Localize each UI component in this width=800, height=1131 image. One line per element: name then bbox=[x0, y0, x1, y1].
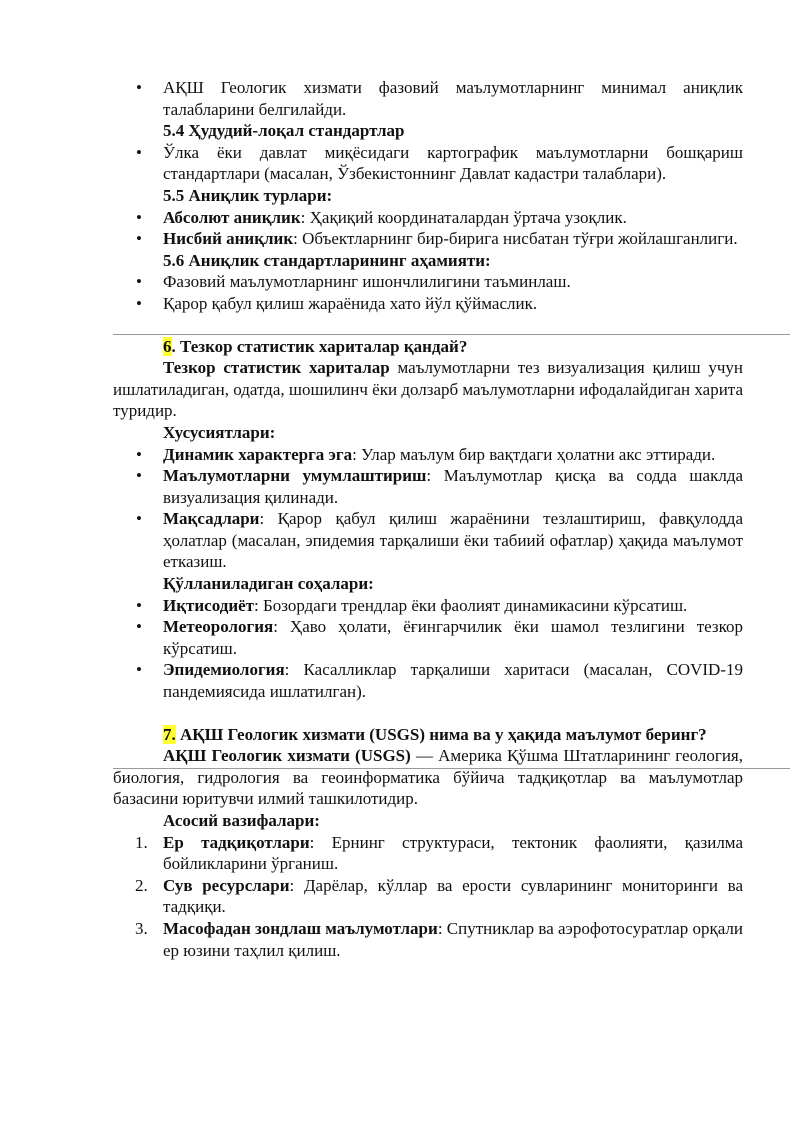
subheading: Қўлланиладиган соҳалари: bbox=[163, 574, 374, 594]
list-item: • Метеорология: Ҳаво ҳолати, ёғингарчилик ёки шамол тезлигини тезкор кўрсатиш. bbox=[113, 616, 743, 659]
numbered-item: 2. Сув ресурслари: Дарёлар, кўллар ва ерости сувларининг мониторинги ва тадқиқи. bbox=[135, 875, 743, 917]
list-item: • Қарор қабул қилиш жараёнида хато йўл қўймаслик. bbox=[113, 293, 743, 315]
list-item: • Абсолют аниқлик: Ҳақиқий координаталардан ўртача узоқлик. bbox=[113, 207, 743, 229]
question-heading: 6. Тезкор статистик хариталар қандай? bbox=[163, 336, 468, 356]
list-item: • Иқтисодиёт: Бозордаги трендлар ёки фаолият динамикасини кўрсатиш. bbox=[113, 595, 743, 617]
subheading: 5.5 Аниқлик турлари: bbox=[163, 185, 333, 205]
numbered-item: 3. Масофадан зондлаш маълумотлари: Спутниклар ва аэрофотосуратлар орқали ер юзини таҳлил қилиш. bbox=[135, 918, 743, 960]
numbered-item: 1. Ер тадқиқотлари: Ернинг структураси, тектоник фаолияти, қазилма бойликларини ўрганиш. bbox=[135, 832, 743, 874]
paragraph: АҚШ Геологик хизмати (USGS) — Америка Қўшма Штатларининг геология, биология, гидрология ва геоинформатика бўйича тадқиқотлар ва маълумотлар базасини юритувчи илмий ташкилотидир. bbox=[113, 746, 743, 809]
list-item: • Маълумотларни умумлаштириш: Маълумотлар қисқа ва содда шаклда визуализация қилинади. bbox=[113, 465, 743, 508]
subheading: Асосий вазифалари: bbox=[163, 811, 320, 830]
list-item: • Ўлка ёки давлат миқёсидаги картографик маълумотларни бошқариш стандартлари (масалан, Ўзбекистоннинг Давлат кадастри талаблари). bbox=[113, 142, 743, 185]
list-item: • Фазовий маълумотларнинг ишончлилигини таъминлаш. bbox=[113, 271, 743, 293]
subheading: 5.6 Аниқлик стандартларининг аҳамияти: bbox=[163, 250, 491, 270]
paragraph: Тезкор статистик хариталар маълумотларни тез визуализация қилиш учун ишлатиладиган, одатда, шошилинч ёки долзарб маълумотларни ифодалайдиган харита туридир. bbox=[113, 358, 743, 421]
list-item: • Эпидемиология: Касалликлар тарқалиши харитаси (масалан, COVID-19 пандемиясида ишлатилган). bbox=[113, 659, 743, 702]
list-item: • Мақсадлари: Қарор қабул қилиш жараёнини тезлаштириш, фавқулодда ҳолатлар (масалан, эпидемия тарқалиши ёки табиий офатлар) ҳақида маълумот етказиш. bbox=[113, 508, 743, 573]
question-heading: 7. АҚШ Геологик хизмати (USGS) нима ва у ҳақида маълумот беринг? bbox=[163, 724, 707, 744]
subheading: 5.4 Ҳудудий-лоқал стандартлар bbox=[163, 121, 405, 141]
page-content bbox=[113, 77, 743, 961]
list-item: • Нисбий аниқлик: Объектларнинг бир-бирига нисбатан тўғри жойлашганлиги. bbox=[113, 228, 743, 250]
list-item: • Динамик характерга эга: Улар маълум бир вақтдаги ҳолатни акс эттиради. bbox=[113, 444, 743, 466]
subheading: Хусусиятлари: bbox=[163, 422, 276, 442]
list-item: • АҚШ Геологик хизмати фазовий маълумотларнинг минимал аниқлик талабларини белгилайди. bbox=[113, 77, 743, 120]
